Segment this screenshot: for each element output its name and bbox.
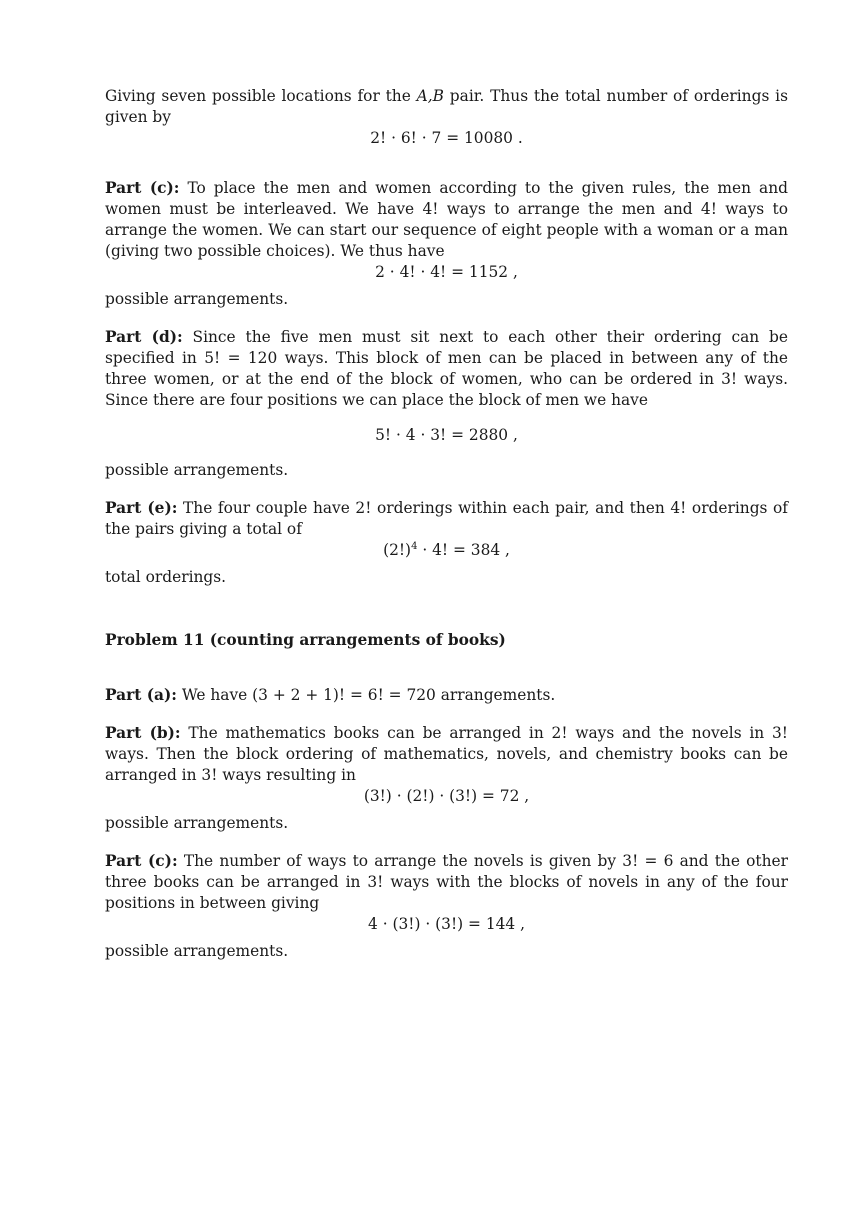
p11-part-a-label: Part (a): (105, 686, 177, 704)
part-e-label: Part (e): (105, 499, 178, 517)
p11-part-c-paragraph: Part (c): The number of ways to arrange the novels is given by 3! = 6 and the other three books can be arranged in 3! ways with the blocks of novels in any of the four positions in between giving (105, 852, 788, 912)
p11-part-b-label: Part (b): (105, 724, 181, 742)
equation-p11-part-b: (3!) · (2!) · (3!) = 72 , (363, 787, 530, 805)
intro-paragraph: Giving seven possible locations for the A,B pair. Thus the total number of orderings is given by (105, 87, 788, 126)
p11-part-c-after: possible arrangements. (105, 942, 289, 960)
part-c-label: Part (c): (105, 179, 180, 197)
part-d-label: Part (d): (105, 328, 183, 346)
ab-variable: A,B (416, 87, 444, 105)
problem-11-heading: Problem 11 (counting arrangements of books) (105, 631, 506, 649)
equation-intro: 2! · 6! · 7 = 10080 . (370, 129, 523, 147)
equation-part-d: 5! · 4 · 3! = 2880 , (375, 426, 518, 444)
part-e-paragraph: Part (e): The four couple have 2! orderings within each pair, and then 4! orderings of the pairs giving a total of (105, 499, 788, 538)
part-d-after: possible arrangements. (105, 461, 289, 479)
equation-part-c: 2 · 4! · 4! = 1152 , (375, 263, 518, 281)
p11-part-c-label: Part (c): (105, 852, 178, 870)
part-c-paragraph: Part (c): To place the men and women according to the given rules, the men and women must be interleaved. We have 4! ways to arrange the men and 4! ways to arrange the women. We can start our sequence of eight people with a woman or a man (giving two possible choices). We thus have (105, 179, 788, 260)
p11-part-b-paragraph: Part (b): The mathematics books can be arranged in 2! ways and the novels in 3! ways. Then the block ordering of mathematics, novels, and chemistry books can be arranged in 3! ways resulting in (105, 724, 788, 784)
part-e-after: total orderings. (105, 568, 227, 586)
part-c-after: possible arrangements. (105, 290, 289, 308)
p11-part-b-after: possible arrangements. (105, 814, 289, 832)
part-d-paragraph: Part (d): Since the five men must sit next to each other their ordering can be specified in 5! = 120 ways. This block of men can be placed in between any of the three women, or at the end of the block of women, who can be ordered in 3! ways. Since there are four positions we can place the block of men we have (105, 328, 789, 409)
equation-part-e: $(2!)^4 \cdot 4$! = 384 , (383, 540, 510, 559)
equation-p11-part-c: 4 · (3!) · (3!) = 144 , (368, 915, 525, 933)
p11-part-a-paragraph: Part (a): We have (3 + 2 + 1)! = 6! = 720 arrangements. (105, 686, 556, 704)
